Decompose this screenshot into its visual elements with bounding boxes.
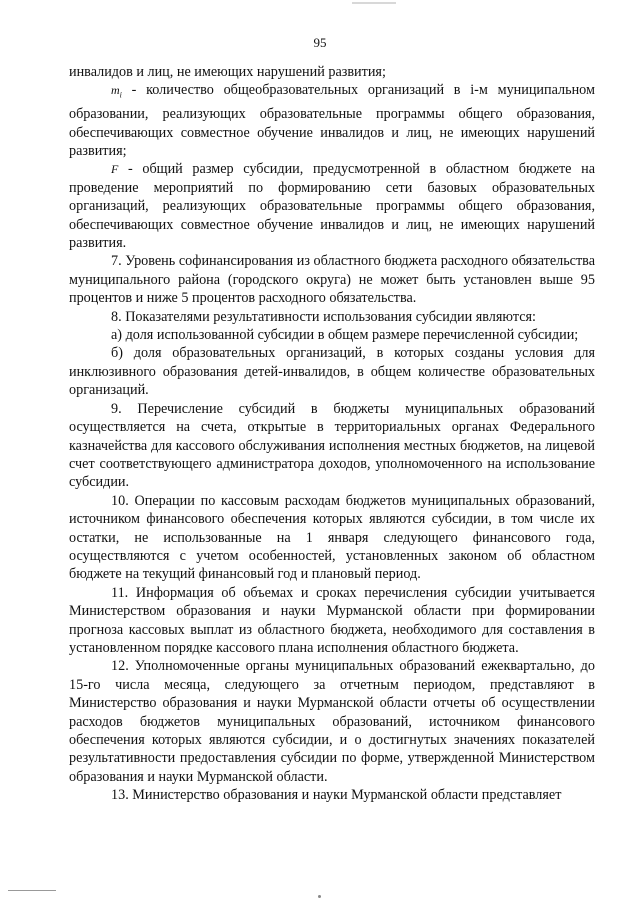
formula-symbol: $m_i$ [111,83,122,100]
footer-dot [318,895,321,898]
paragraph: а) доля использованной субсидии в общем размере перечисленной субсидии; [111,327,579,344]
paragraph: 12. Уполномоченные органы муниципальных образований ежеквартально, до 15-го числа месяца, следующего за отчетным периодом, представляют в Министерство образования и науки Мурманской области отчеты об осуществлении расходов бюджетов муниципальных образований, источником финансового обеспечения которых являются субсидии, и о достигнутых значениях показателей результативности предоставления субсидии по форме, утвержденной Министерством образования и науки Мурманской области. [69,658,595,785]
paragraph: б) доля образовательных организаций, в которых созданы условия для инклюзивного образования детей-инвалидов, в общем количестве образовательных организаций. [69,345,595,399]
paragraph: 10. Операции по кассовым расходам бюджетов муниципальных образований, источником финансового обеспечения которых являются субсидии, в том числе их остатки, не использованные на 1 января следующего финансового года, осуществляются с учетом особенностей, установленных законом об областном бюджете на текущий финансовый год и плановый период. [69,492,595,583]
paragraph: 13. Министерство образования и науки Мурманской области представляет [111,787,562,804]
page-number: 95 [313,35,327,50]
top-edge-mark [352,2,396,4]
paragraph: $m_i$ - количество общеобразовательных организаций в i-м муниципальном образовании, реализующих образовательные программы общего образования, обеспечивающих совместное обучение инвалидов и лиц, не имеющих нарушений развития; [69,82,595,160]
paragraph: 9. Перечисление субсидий в бюджеты муниципальных образований осуществляется на счета, открытые в территориальных органах Федерального казначейства для кассового обслуживания исполнения местных бюджетов, на лицевой счет соответствующего администратора доходов, уполномоченного на использование субсидии. [69,400,595,491]
paragraph: 11. Информация об объемах и сроках перечисления субсидии учитывается Министерством образования и науки Мурманской области при формировании прогноза кассовых выплат из областного бюджета, необходимого для составления в установленном порядке кассового плана исполнения областного бюджета. [69,584,595,656]
paragraph: инвалидов и лиц, не имеющих нарушений развития; [69,64,386,80]
document-body [69,63,595,805]
paragraph: F - общий размер субсидии, предусмотренной в областном бюджете на проведение мероприятий по формированию сети базовых образовательных организаций, реализующих образовательные программы общего образования, обеспечивающих совместное обучение инвалидов и лиц, не имеющих нарушений развития. [69,161,595,252]
paragraph: 7. Уровень софинансирования из областного бюджета расходного обязательства муниципального района (городского округа) не может быть установлен выше 95 процентов и ниже 5 процентов расходного обязательства. [69,253,595,307]
footer-line [8,890,56,891]
formula-symbol: F [111,162,119,177]
paragraph: 8. Показателями результативности использования субсидии являются: [111,308,536,325]
